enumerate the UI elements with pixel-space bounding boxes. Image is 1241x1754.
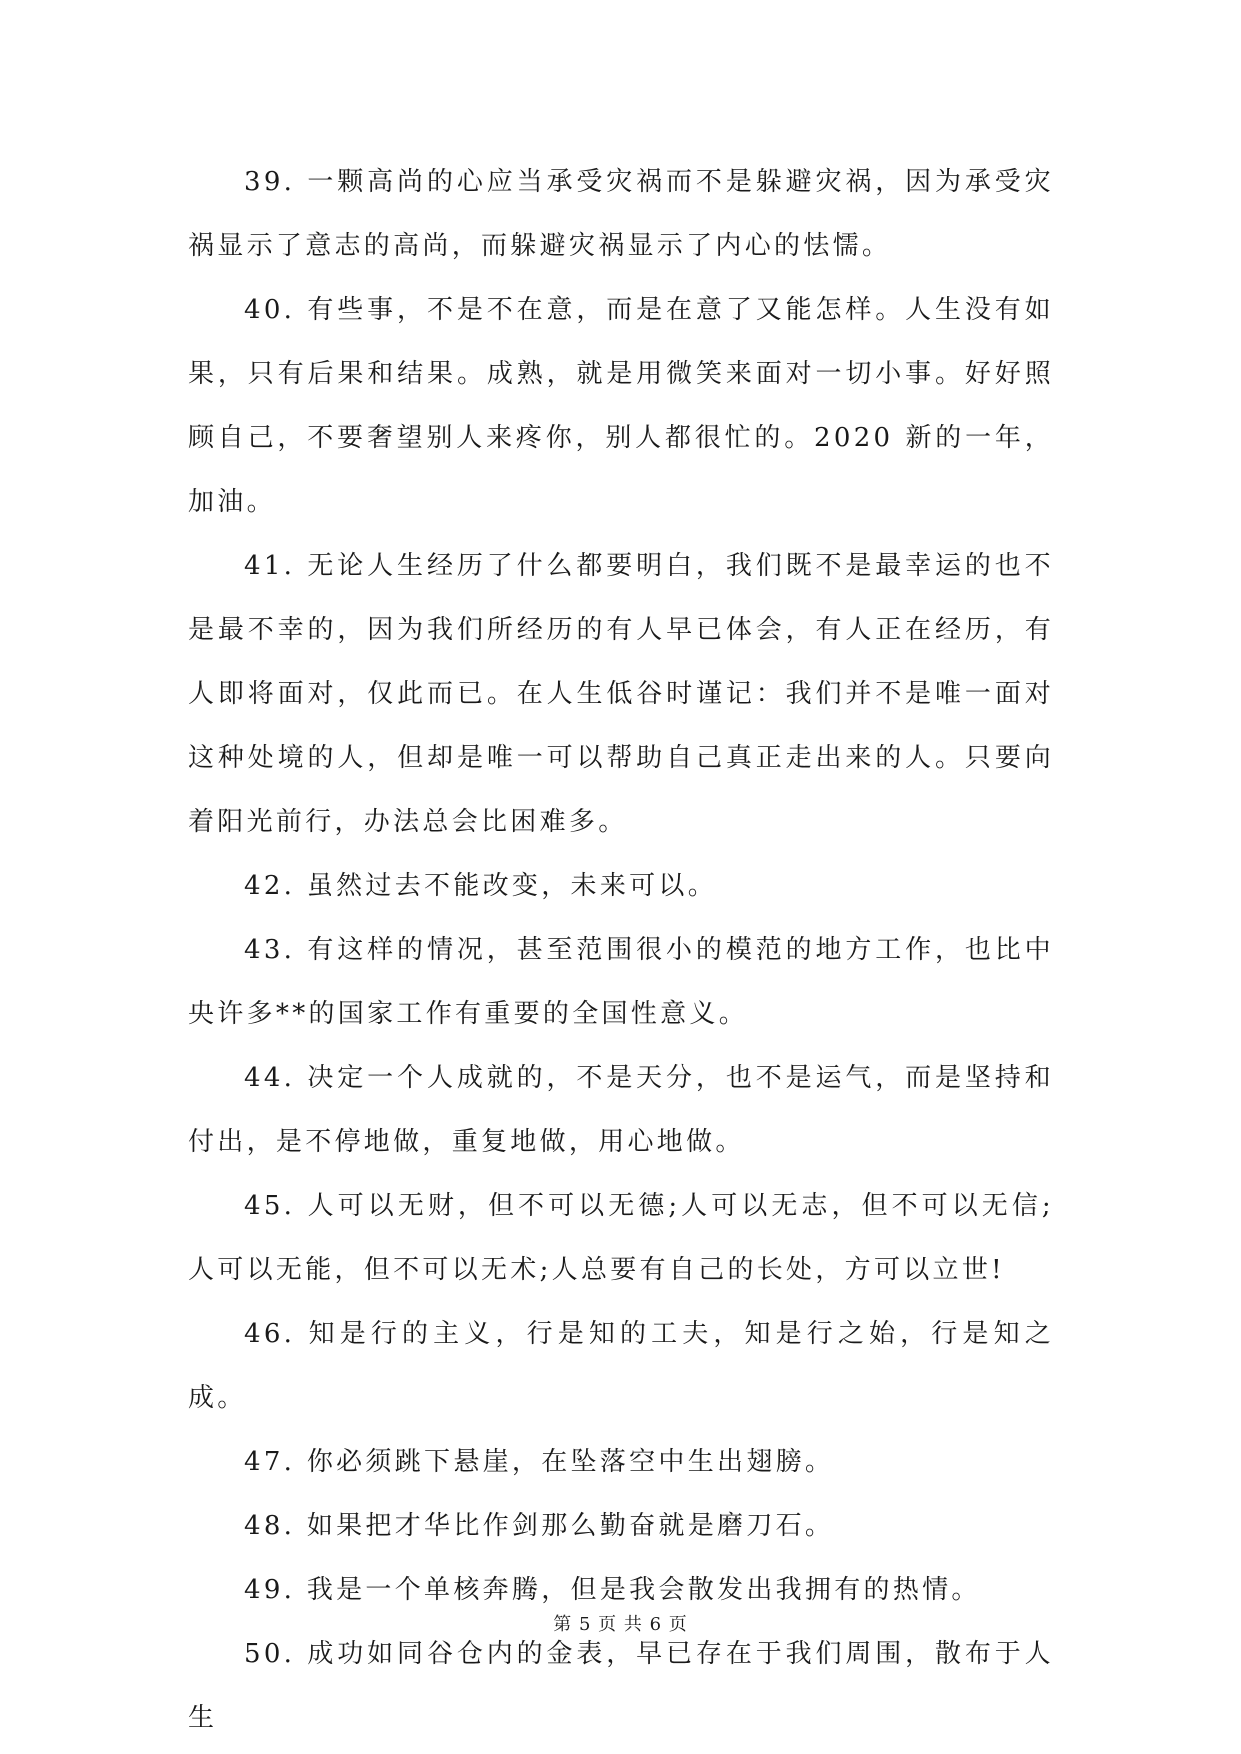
paragraph-41: 41. 无论人生经历了什么都要明白，我们既不是最幸运的也不是最不幸的，因为我们所经历的有人早已体会，有人正在经历，有人即将面对，仅此而已。在人生低谷时谨记：我们并不是唯一面对这种处境的人，但却是唯一可以帮助自己真正走出来的人。只要向着阳光前行，办法总会比困难多。 (188, 551, 1054, 837)
paragraph-40: 40. 有些事，不是不在意，而是在意了又能怎样。人生没有如果，只有后果和结果。成熟，就是用微笑来面对一切小事。好好照顾自己，不要奢望别人来疼你，别人都很忙的。2020 新的一年，加油。 (188, 295, 1054, 517)
paragraph-50: 50. 成功如同谷仓内的金表，早已存在于我们周围，散布于人生 (188, 1639, 1054, 1733)
paragraph-45: 45. 人可以无财，但不可以无德;人可以无志，但不可以无信;人可以无能，但不可以无术;人总要有自己的长处，方可以立世! (188, 1191, 1054, 1285)
paragraph-46: 46. 知是行的主义，行是知的工夫，知是行之始，行是知之成。 (188, 1319, 1054, 1413)
paragraph-47: 47. 你必须跳下悬崖，在坠落空中生出翅膀。 (244, 1447, 835, 1477)
page-footer: 第 5 页 共 6 页 (553, 1614, 688, 1635)
paragraph-49: 49. 我是一个单核奔腾，但是我会散发出我拥有的热情。 (244, 1575, 981, 1605)
paragraph-39: 39. 一颗高尚的心应当承受灾祸而不是躲避灾祸，因为承受灾祸显示了意志的高尚，而躲避灾祸显示了内心的怯懦。 (188, 167, 1054, 261)
paragraph-43: 43. 有这样的情况，甚至范围很小的模范的地方工作，也比中央许多**的国家工作有重要的全国性意义。 (188, 935, 1054, 1029)
document-body (188, 150, 1054, 1750)
paragraph-48: 48. 如果把才华比作剑那么勤奋就是磨刀石。 (244, 1511, 835, 1541)
paragraph-44: 44. 决定一个人成就的，不是天分，也不是运气，而是坚持和付出，是不停地做，重复地做，用心地做。 (188, 1063, 1054, 1157)
paragraph-42: 42. 虽然过去不能改变，未来可以。 (244, 871, 718, 901)
